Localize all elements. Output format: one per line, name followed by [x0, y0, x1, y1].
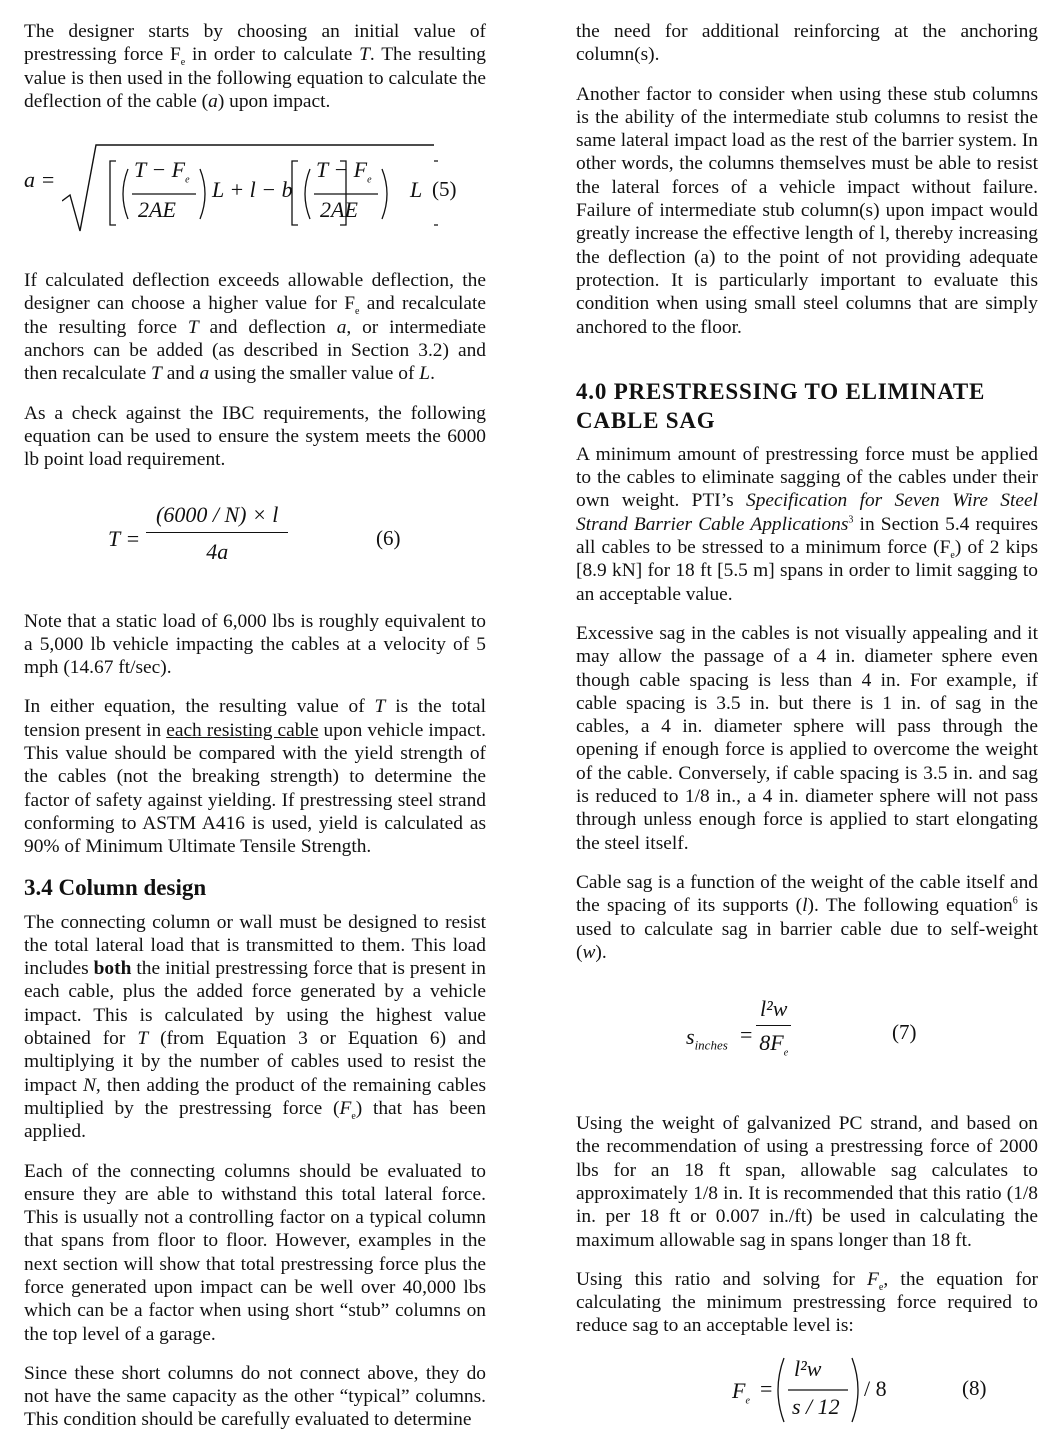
paragraph-intro: The designer starts by choosing an initial value of prestressing force $F_e$ in order to calculate T. The resulting value is then used in the following equation to calculate the deflection of the cable (a) upon impact. [24, 21, 486, 112]
paragraph-stub-columns: Another factor to consider when using these stub columns is the ability of the intermediate stub columns to resist the same lateral impact load as the rest of the barrier system. In other words, the columns themselves must be able to resist the lateral forces of a vehicle impact without failure. Failure of intermediate stub column(s) upon impact would greatly increase the effective length of l, thereby increasing the deflection (a) to the point of not providing adequate protection. It is particularly important to evaluate this condition when using small steel columns that are simply anchored to the floor. [576, 83, 1038, 338]
paragraph-sag-function: Cable sag is a function of the weight of the cable itself and the spacing of its supports (l). The following equation$^6$ is used to calculate sag in barrier cable due to self-weight (w). [576, 871, 1038, 963]
equation-7: $s_{inches}$ = $\frac{\text{l²w}}{8F_e}$ (7) [686, 996, 917, 1059]
paragraph-solving-fe: Using this ratio and solving for $F_e$, the equation for calculating the minimum prestressing force required to reduce sag to an acceptable level is: [576, 1268, 1038, 1337]
paragraph-minimum-prestress: A minimum amount of prestressing force must be applied to the cables to eliminate sagging of the cables under their own weight. PTI’s Specification for Seven Wire Steel Strand Barrier Cable Applications$^3$ in Section 5.4 requires all cables to be stressed to a minimum force $(F_e)$ of 2 kips [8.9 kN] for 18 ft [5.5 m] spans in order to limit sagging to an acceptable value. [576, 443, 1039, 605]
paragraph-static-load: Note that a static load of 6,000 lbs is roughly equivalent to a 5,000 lb vehicle impacting the cables at a velocity of 5 mph (14.67 ft/sec). [24, 610, 486, 679]
paragraph-galvanized-strand: Using the weight of galvanized PC strand, and based on the recommendation of using a prestressing force of 2000 lbs for an 18 ft span, allowable sag calculates to approximately 1/8 in. It is recommended that this ratio (1/8 in. per 18 ft or 0.007 in./ft) be used in calculating the maximum allowable sag in spans longer than 18 ft. [576, 1113, 1038, 1251]
equation-5: a = $T - F_e$ 2AE L + l − b $T - F_e$ 2AE L (5) [24, 139, 486, 255]
paragraph-deflection: If calculated deflection exceeds allowable deflection, the designer can choose a higher value for $F_e$ and recalculate the resulting force T and deflection a, or intermediate anchors can be added (as described in Section 3.2) and then recalculate T and a using the smaller value of L. [24, 270, 487, 385]
section-heading-4-0: 4.0 PRESTRESSING TO ELIMINATE CABLE SAG [576, 378, 986, 433]
paragraph-excessive-sag: Excessive sag in the cables is not visually appealing and it may allow the passage of a 4 in. diameter sphere even though cable spacing is less than 4 in. For example, if cable spacing is 3.5 in. but there is 1 in. of sag in the cables, a 4 in. diameter sphere will pass through the opening if enough force is applied to overcome the weight of the cable. Conversely, if cable spacing is 3.5 in. and sag is reduced to 1/8 in., a 4 in. diameter sphere will not pass through unless enough force is applied to start elongating the steel itself. [576, 622, 1038, 854]
section-heading-3-4: 3.4 Column design [24, 874, 207, 900]
paragraph-connecting-columns: Each of the connecting columns should be evaluated to ensure they are able to withstand this total lateral force. This is usually not a controlling factor on a typical column that spans from floor to floor. However, examples in the next section will show that total prestressing force plus the force generated upon impact can be well over 40,000 lbs which can be a factor when using short “stub” columns on the top level of a garage. [24, 1160, 486, 1345]
equation-6: T = $\frac{(6000 / N) \times l}{4a}$ (6) [108, 501, 401, 564]
left-column [24, 20, 486, 1448]
right-column [576, 20, 1038, 1434]
equation-8: $F_e$ = l²w s / 12 / 8 (8) [576, 1354, 1038, 1434]
paragraph-ibc-check: As a check against the IBC requirements, the following equation can be used to ensure the system meets the 6000 lb point load requirement. [24, 402, 486, 471]
paragraph-column-design: The connecting column or wall must be designed to resist the total lateral load that is transmitted to them. This load includes both the initial prestressing force that is present in each cable, plus the added force generated by a vehicle impact. This is calculated by using the highest value obtained for T (from Equation 3 or Equation 6) and multiplying it by the number of cables used to resist the impact N, then adding the product of the remaining cables multiplied by the prestressing force $(F_e)$ that has been applied. [24, 911, 487, 1143]
paragraph-short-columns: Since these short columns do not connect above, they do not have the same capacity as the other “typical” columns. This condition should be carefully evaluated to determine [24, 1362, 486, 1431]
paragraph-tension: In either equation, the resulting value of T is the total tension present in each resisting cable upon vehicle impact. This value should be compared with the yield strength of the cables (not the breaking strength) to determine the factor of safety against yielding. If prestressing steel strand conforming to ASTM A416 is used, yield is calculated as 90% of Minimum Ultimate Tensile Strength. [24, 696, 486, 858]
paragraph-reinforcing: the need for additional reinforcing at the anchoring column(s). [576, 21, 1038, 66]
